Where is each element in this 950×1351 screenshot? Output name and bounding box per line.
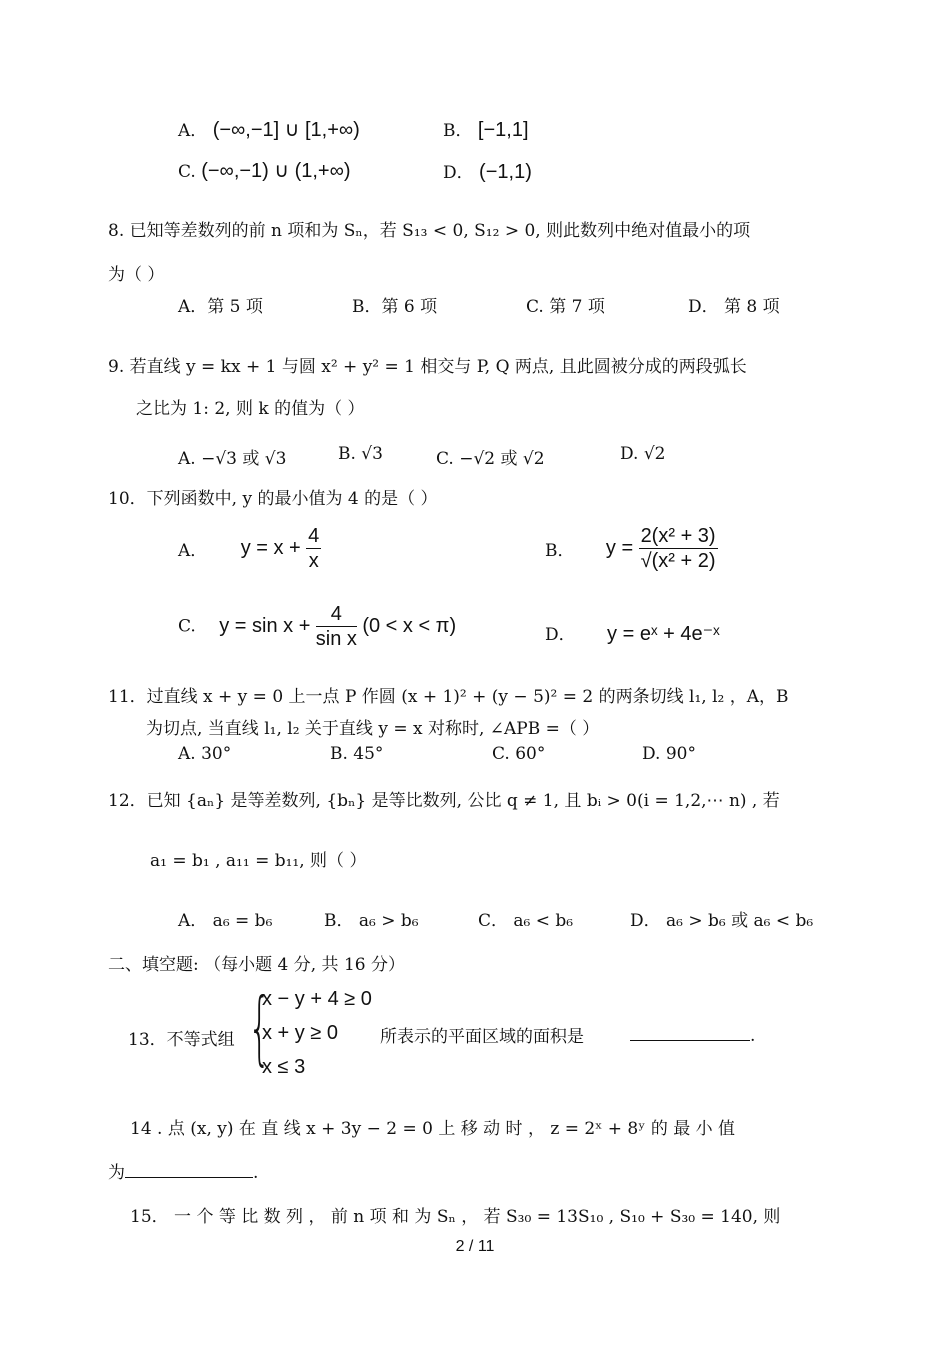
q10-option-b-den: √(x² + 2) <box>640 550 716 572</box>
q15-stem: 15． 一 个 等 比 数 列 ， 前 n 项 和 为 Sₙ ， 若 S₃₀ = 13S₁₀ , S₁₀ + S₃₀ = 140, 则 <box>130 1207 781 1227</box>
q11-option-a: A. 30° <box>178 744 232 764</box>
q7-option-b <box>443 116 529 142</box>
q10-option-b-num: 2(x² + 3) <box>640 525 716 547</box>
q13-inequality-1: x − y + 4 ≥ 0 <box>262 988 372 1010</box>
q9-option-d: D. √2 <box>620 444 666 464</box>
page-number: 2 / 11 <box>455 1238 495 1255</box>
q8-option-a: A．第 5 项 <box>178 297 263 317</box>
q12-stem-line1: 12．已知 {aₙ} 是等差数列, {bₙ} 是等比数列, 公比 q ≠ 1, 且 bᵢ > 0(i = 1,2,⋯ n) , 若 <box>108 791 780 811</box>
q8-option-c: C. 第 7 项 <box>526 297 605 317</box>
q11-option-d: D. 90° <box>642 744 696 764</box>
q10-option-a-num: 4 <box>308 525 320 547</box>
q7-option-a-text: (−∞,−1] ∪ [1,+∞) <box>212 119 360 141</box>
q11-option-c: C. 60° <box>492 744 546 764</box>
q9-stem-line2: 之比为 1: 2, 则 k 的值为（ ） <box>136 399 365 419</box>
q13-post: 所表示的平面区域的面积是 <box>380 1027 584 1047</box>
q9-option-b: B. √3 <box>338 444 383 464</box>
q10-option-a-fraction <box>306 524 321 573</box>
q11-option-b: B. 45° <box>330 744 384 764</box>
q7-option-c <box>178 158 351 183</box>
q10-option-d-label: D． <box>545 625 576 645</box>
q9-option-c: C. −√2 或 √2 <box>436 449 545 469</box>
q10-option-a-den: x <box>308 550 319 572</box>
section-2-heading: 二、填空题: （每小题 4 分, 共 16 分） <box>108 955 406 975</box>
q10-option-c-fraction <box>316 602 357 651</box>
q8-stem-line1: 8. 已知等差数列的前 n 项和为 Sₙ，若 S₁₃ < 0, S₁₂ > 0, 则此数列中绝对值最小的项 <box>108 221 751 241</box>
q13-system <box>262 982 372 1084</box>
q10-option-b-fraction <box>639 524 718 573</box>
q13-answer-blank[interactable] <box>630 1022 755 1046</box>
q8-option-b: B．第 6 项 <box>352 297 438 317</box>
q10-option-c-label: C. <box>178 616 196 637</box>
q12-option-a: A． a₆ = b₆ <box>178 911 273 931</box>
q10-stem: 10．下列函数中, y 的最小值为 4 的是（ ） <box>108 489 438 509</box>
q8-option-d: D． 第 8 项 <box>688 297 780 317</box>
q12-option-c: C． a₆ < b₆ <box>478 911 574 931</box>
q12-option-d: D． a₆ > b₆ 或 a₆ < b₆ <box>630 911 814 931</box>
q7-option-c-text: (−∞,−1) ∪ (1,+∞) <box>201 160 351 182</box>
q10-option-a-pre: y = x + <box>240 537 301 559</box>
q9-stem-line1: 9. 若直线 y = kx + 1 与圆 x² + y² = 1 相交与 P, Q 两点, 且此圆被分成的两段弧长 <box>108 357 747 377</box>
q10-option-b-pre: y = <box>605 537 634 559</box>
q7-option-d-text: (−1,1) <box>479 161 532 183</box>
q10-option-c-post: (0 < x < π) <box>362 615 457 637</box>
q7-option-c-label: C. <box>178 162 196 182</box>
q14-stem-line2 <box>108 1158 258 1183</box>
q7-option-a <box>178 116 360 142</box>
q13-inequality-2: x + y ≥ 0 <box>262 1022 339 1044</box>
q12-stem-line2: a₁ = b₁ , a₁₁ = b₁₁, 则（ ） <box>150 851 367 871</box>
q7-option-b-label: B． <box>443 121 473 141</box>
q10-option-d-text: y = eˣ + 4e⁻ˣ <box>607 623 720 645</box>
q10-option-a <box>178 524 321 573</box>
q13-label: 13．不等式组 <box>128 1030 235 1050</box>
q10-option-c <box>178 602 456 651</box>
q10-option-c-num: 4 <box>316 602 357 627</box>
q14-end: . <box>253 1163 259 1183</box>
q13-end: . <box>750 1026 756 1046</box>
q14-stem-prefix: 为 <box>108 1163 125 1183</box>
q11-stem-line1: 11．过直线 x + y = 0 上一点 P 作圆 (x + 1)² + (y − 5)² = 2 的两条切线 l₁, l₂ ，A，B <box>108 687 789 707</box>
q9-option-a: A. −√3 或 √3 <box>178 449 287 469</box>
q14-stem-line1: 14 . 点 (x, y) 在 直 线 x + 3y − 2 = 0 上 移 动 时 ， z = 2ˣ + 8ʸ 的 最 小 值 <box>130 1119 736 1139</box>
q7-option-b-text: [−1,1] <box>477 119 529 141</box>
q10-option-b <box>545 524 718 573</box>
q13-brace: { <box>248 981 271 1074</box>
q7-option-d <box>443 158 532 184</box>
q8-stem-line2: 为（ ） <box>108 265 165 285</box>
q10-option-a-label: A． <box>178 541 208 561</box>
q10-option-c-den: sin x <box>315 628 357 650</box>
q7-option-a-label: A． <box>178 121 208 141</box>
q14-answer-blank[interactable] <box>125 1159 253 1178</box>
q10-option-b-label: B． <box>545 541 575 561</box>
q12-option-b: B． a₆ > b₆ <box>324 911 419 931</box>
q10-option-c-pre: y = sin x + <box>219 615 311 637</box>
q10-option-d <box>545 620 720 646</box>
q11-stem-line2: 为切点, 当直线 l₁, l₂ 关于直线 y = x 对称时, ∠APB =（ ） <box>146 719 600 739</box>
q13-inequality-3: x ≤ 3 <box>262 1056 306 1078</box>
q7-option-d-label: D． <box>443 163 474 183</box>
